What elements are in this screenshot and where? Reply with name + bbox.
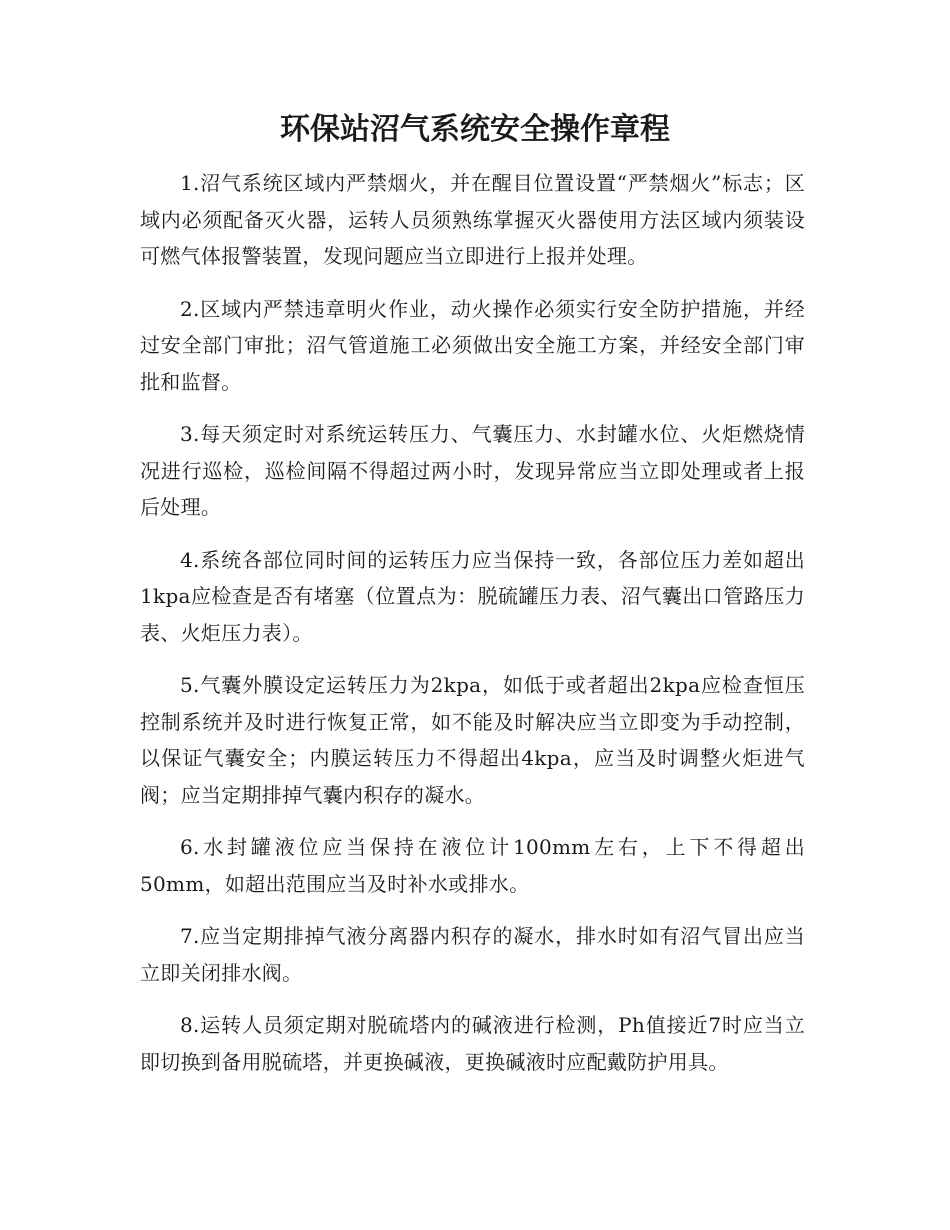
paragraph-1: 1.沼气系统区域内严禁烟火，并在醒目位置设置“严禁烟火”标志；区域内必须配备灭火器，运转人员须熟练掌握灭火器使用方法区域内须装设可燃气体报警装置，发现问题应当立即进行上报并处理。 [140, 171, 805, 268]
paragraph-5: 5.气囊外膜设定运转压力为2kpa，如低于或者超出2kpa应检查恒压控制系统并及时进行恢复正常，如不能及时解决应当立即变为手动控制，以保证气囊安全；内膜运转压力不得超出4kpa，应当及时调整火炬进气阀；应当定期排掉气囊内积存的凝水。 [140, 673, 805, 807]
paragraph-7: 7.应当定期排掉气液分离器内积存的凝水，排水时如有沼气冒出应当立即关闭排水阀。 [140, 924, 805, 985]
document-title: 环保站沼气系统安全操作章程 [280, 112, 670, 147]
paragraph-4: 4.系统各部位同时间的运转压力应当保持一致，各部位压力差如超出1kpa应检查是否有堵塞（位置点为：脱硫罐压力表、沼气囊出口管路压力表、火炬压力表）。 [140, 547, 805, 645]
paragraph-6: 6.水封罐液位应当保持在液位计100mm左右，上下不得超出50mm，如超出范围应当及时补水或排水。 [140, 835, 805, 896]
paragraph-3: 3.每天须定时对系统运转压力、气囊压力、水封罐水位、火炬燃烧情况进行巡检，巡检间隔不得超过两小时，发现异常应当立即处理或者上报后处理。 [140, 422, 805, 519]
paragraph-2: 2.区域内严禁违章明火作业，动火操作必须实行安全防护措施，并经过安全部门审批；沼气管道施工必须做出安全施工方案，并经安全部门审批和监督。 [140, 296, 805, 394]
document-body [140, 165, 805, 1096]
paragraph-8: 8.运转人员须定期对脱硫塔内的碱液进行检测，Ph值接近7时应当立即切换到备用脱硫塔，并更换碱液，更换碱液时应配戴防护用具。 [140, 1013, 805, 1074]
